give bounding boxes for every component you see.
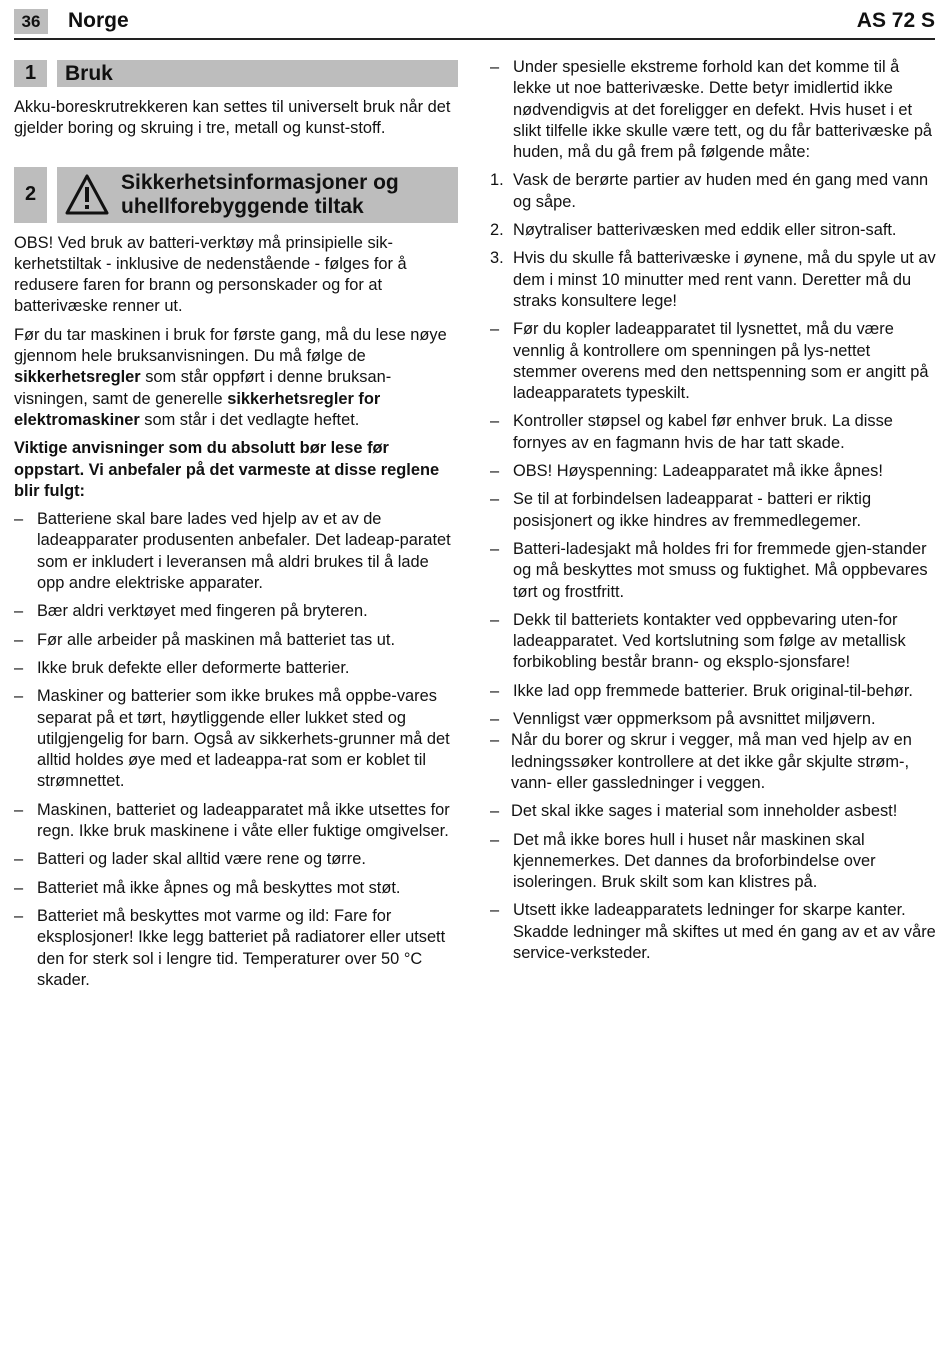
list-item: – Det skal ikke sages i material som inneholder asbest!	[490, 802, 898, 821]
section-title: Bruk	[57, 60, 458, 87]
warning-triangle-icon	[65, 173, 109, 217]
section-number: 2	[14, 167, 47, 223]
list-item: – Kontroller støpsel og kabel før enhver bruk. La disse fornyes av en fagmann hvis de har tatt skade.	[490, 412, 893, 452]
safety-list-right-3	[490, 830, 936, 965]
safety-list-left	[14, 509, 458, 991]
section-1-heading	[14, 60, 458, 87]
list-item: 3. Hvis du skulle få batterivæske i øynene, må du spyle ut av dem i minst 10 minutter med rent vann. Deretter må du straks konsultere lege!	[490, 249, 936, 310]
list-item: – Før alle arbeider på maskinen må batteriet tas ut.	[14, 630, 396, 649]
list-item: – Batteriet må ikke åpnes og må beskyttes mot støt.	[14, 878, 401, 897]
list-item: – OBS! Høyspenning: Ladeapparatet må ikke åpnes!	[490, 462, 883, 481]
section-1-text: Akku-boreskrutrekkeren kan settes til universelt bruk når det gjelder boring og skruing i tre, metall og kunst-stoff.	[14, 98, 451, 138]
intro-text: OBS! Ved bruk av batteri-verktøy må prinsipielle sik-kerhetstiltak - inklusive de nedenstående - følges for å redusere faren for brann og personskader og for at batterivæske renner ut.	[14, 233, 407, 316]
list-item: 1. Vask de berørte partier av huden med én gang med vann og såpe.	[490, 171, 929, 211]
page-header	[14, 8, 935, 40]
list-item: – Dekk til batteriets kontakter ved oppbevaring uten-for ladeapparatet. Ved kortslutning som følge av metallisk forbikobling består brann- og eksplo-sjonsfare!	[490, 610, 906, 672]
right-column	[490, 57, 936, 971]
page-number: 36	[14, 9, 48, 34]
important-notice: Viktige anvisninger som du absolutt bør lese før oppstart. Vi anbefaler på det varmeste at disse reglene blir fulgt:	[14, 439, 440, 500]
list-item: – Bær aldri verktøyet med fingeren på bryteren.	[14, 602, 368, 621]
list-item: – Batteri og lader skal alltid være rene og tørre.	[14, 850, 366, 869]
list-item: – Vennligst vær oppmerksom på avsnittet miljøvern.	[490, 710, 876, 729]
left-column	[14, 60, 458, 998]
list-item: – Ikke lad opp fremmede batterier. Bruk original-til-behør.	[490, 681, 913, 700]
list-item: – Det må ikke bores hull i huset når maskinen skal kjennemerkes. Det dannes da broforbindelse over isoleringen. Bruk skilt som kan klistres på.	[490, 830, 876, 892]
list-item: – Batteriene skal bare lades ved hjelp av et av de ladeapparater produsenten anbefaler. Det ladeap-paratet som er inkludert i leveransen må aldri brukes til å lade opp andre elektriske apparater.	[14, 510, 451, 593]
list-item: – Ikke bruk defekte eller deformerte batterier.	[14, 658, 350, 677]
list-item: – Maskinen, batteriet og ladeapparatet må ikke utsettes for regn. Ikke bruk maskinene i våte eller fuktige omgivelser.	[14, 800, 450, 841]
first-aid-steps	[490, 170, 936, 312]
list-item: – Når du borer og skrur i vegger, må man ved hjelp av en ledningssøker kontrollere at det ikke går skjulte strøm-, vann- eller gassledninger i veggen.	[490, 731, 912, 792]
list-item: – Se til at forbindelsen ladeapparat - batteri er riktig posisjonert og ikke hindres av fremmedlegemer.	[490, 490, 872, 530]
section-2-heading	[14, 167, 458, 223]
read-manual-text: Før du tar maskinen i bruk for første gang, må du lese nøye gjennom hele bruksanvisningen. Du må følge de sikkerhetsregler som står oppført i denne bruksan-visningen, samt de generelle sikkerhetsregler for elektromaskiner som står i det vedlagte heftet.	[14, 325, 447, 429]
list-item: – Batteriet må beskyttes mot varme og ild: Fare for eksplosjoner! Ikke legg batteriet på radiatorer eller utsett den for sterk sol i lengre tid. Temperaturer over 50 °C skader.	[14, 906, 446, 989]
list-item: 2. Nøytraliser batterivæsken med eddik eller sitron-saft.	[490, 221, 897, 240]
safety-list-right	[490, 319, 936, 730]
section-title-box	[57, 167, 458, 223]
list-item: – Batteri-ladesjakt må holdes fri for fremmede gjen-stander og må beskyttes mot smuss og fuktighet. Må oppbevares tørt og frostfritt.	[490, 539, 928, 601]
list-item: – Under spesielle ekstreme forhold kan det komme til å lekke ut noe batterivæske. Dette betyr imidlertid ikke nødvendigvis at det foreligger en defekt. Hvis huset i et slikt tilfelle ikke skulle være tett, og du får batterivæske på huden, må du gå frem på følgende måte:	[490, 58, 933, 162]
safety-list-right-2	[490, 730, 936, 822]
list-item: – Utsett ikke ladeapparatets ledninger for skarpe kanter. Skadde ledninger må skiftes ut med én gang av et av våre service-verksteder.	[490, 901, 936, 962]
leak-list	[490, 57, 936, 163]
list-item: – Før du kopler ladeapparatet til lysnettet, må du være vennlig å kontrollere om spenningen på lys-nettet stemmer overens med den nettspenning som er angitt på ladeapparatets typeskilt.	[490, 320, 929, 403]
section-title: Sikkerhetsinformasjoner og uhellforebyggende tiltak	[121, 170, 399, 218]
country-label: Norge	[68, 9, 129, 32]
model-label: AS 72 S	[856, 9, 935, 32]
section-number: 1	[14, 60, 47, 87]
list-item: – Maskiner og batterier som ikke brukes må oppbe-vares separat på et tørt, høytliggende eller lukket sted og utilgjengelig for barn. Også av sikkerhets-grunner må det alltid holdes øye med et ladeappa-rat som er koblet til strømnettet.	[14, 687, 450, 791]
